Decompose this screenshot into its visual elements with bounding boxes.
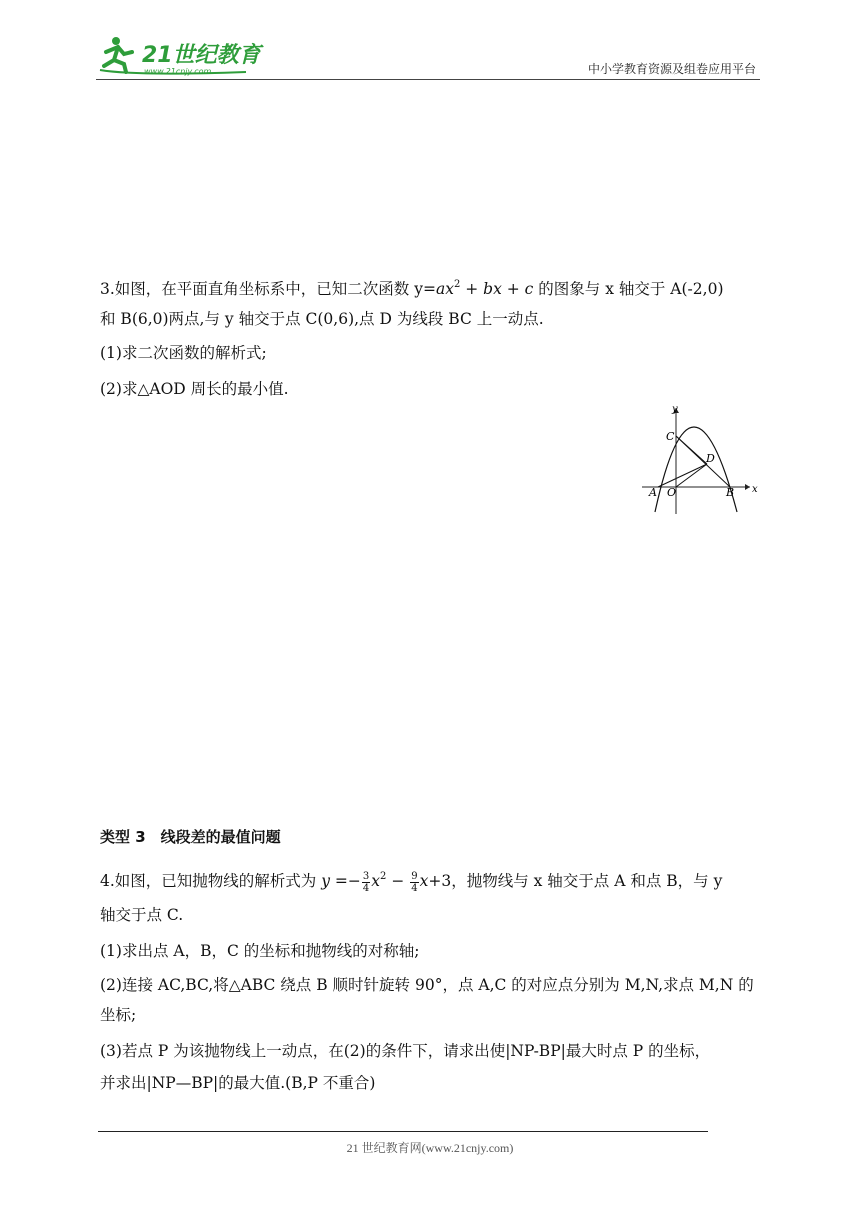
parabola-figure	[636, 402, 766, 516]
segment-cd	[676, 436, 707, 464]
q4-line-1	[100, 866, 722, 894]
label-x: x	[752, 484, 758, 495]
label-c: C	[666, 430, 675, 443]
q3-line-2: 和 B(6,0)两点,与 y 轴交于点 C(0,6),点 D 为线段 BC 上一动点.	[100, 310, 544, 328]
q3-part-2: (2)求△AOD 周长的最小值.	[100, 380, 289, 398]
q4-line-1-text-a: 4.如图，已知抛物线的解析式为	[100, 872, 322, 890]
section-title: 类型 3 线段差的最值问题	[100, 828, 281, 846]
q4-line-1-text-b: +3，抛物线与 x 轴交于点 A 和点 B，与 y	[428, 872, 723, 890]
q3-line-1-text-a: 3.如图，在平面直角坐标系中，已知二次函数 y=	[100, 280, 436, 298]
header-platform-text: 中小学教育资源及组卷应用平台	[587, 62, 756, 76]
q3-formula: $ax^2$ + bx + c	[435, 279, 534, 298]
q3-line-1	[100, 274, 724, 300]
header-divider	[96, 79, 760, 80]
q4-formula: y =− $\frac{3}{4}$ $x^2$ − $\frac{9}{4}$ x	[321, 870, 429, 894]
q3-part-1: (1)求二次函数的解析式;	[100, 344, 267, 362]
site-logo	[96, 32, 266, 78]
label-y: y	[672, 404, 678, 415]
q4-part-3-line-2: 并求出|NP—BP|的最大值.(B,P 不重合)	[100, 1074, 376, 1092]
label-b: B	[726, 486, 735, 499]
q4-part-2-line-2: 坐标;	[100, 1006, 137, 1024]
q3-line-1-text-b: 的图象与 x 轴交于 A(-2,0)	[533, 280, 724, 298]
logo-url: www.21cnjy.com	[144, 67, 212, 76]
logo-text: 21世纪教育	[142, 43, 261, 68]
footer-text: 21 世纪教育网(www.21cnjy.com)	[346, 1141, 514, 1155]
label-d: D	[706, 452, 715, 465]
label-o: O	[667, 486, 677, 499]
x-axis-arrow-icon	[745, 484, 750, 490]
label-a: A	[649, 486, 657, 499]
segment-ad	[658, 464, 707, 487]
q4-part-1: (1)求出点 A，B，C 的坐标和抛物线的对称轴;	[100, 942, 420, 960]
q4-part-3-line-1: (3)若点 P 为该抛物线上一动点，在(2)的条件下，请求出使|NP-BP|最大时点 P 的坐标，	[100, 1042, 711, 1060]
q4-part-2-line-1: (2)连接 AC,BC,将△ABC 绕点 B 顺时针旋转 90°，点 A,C 的对应点分别为 M,N,求点 M,N 的	[100, 976, 754, 994]
segment-od	[676, 464, 707, 487]
footer-divider	[98, 1131, 708, 1132]
q4-line-2: 轴交于点 C.	[100, 906, 184, 924]
